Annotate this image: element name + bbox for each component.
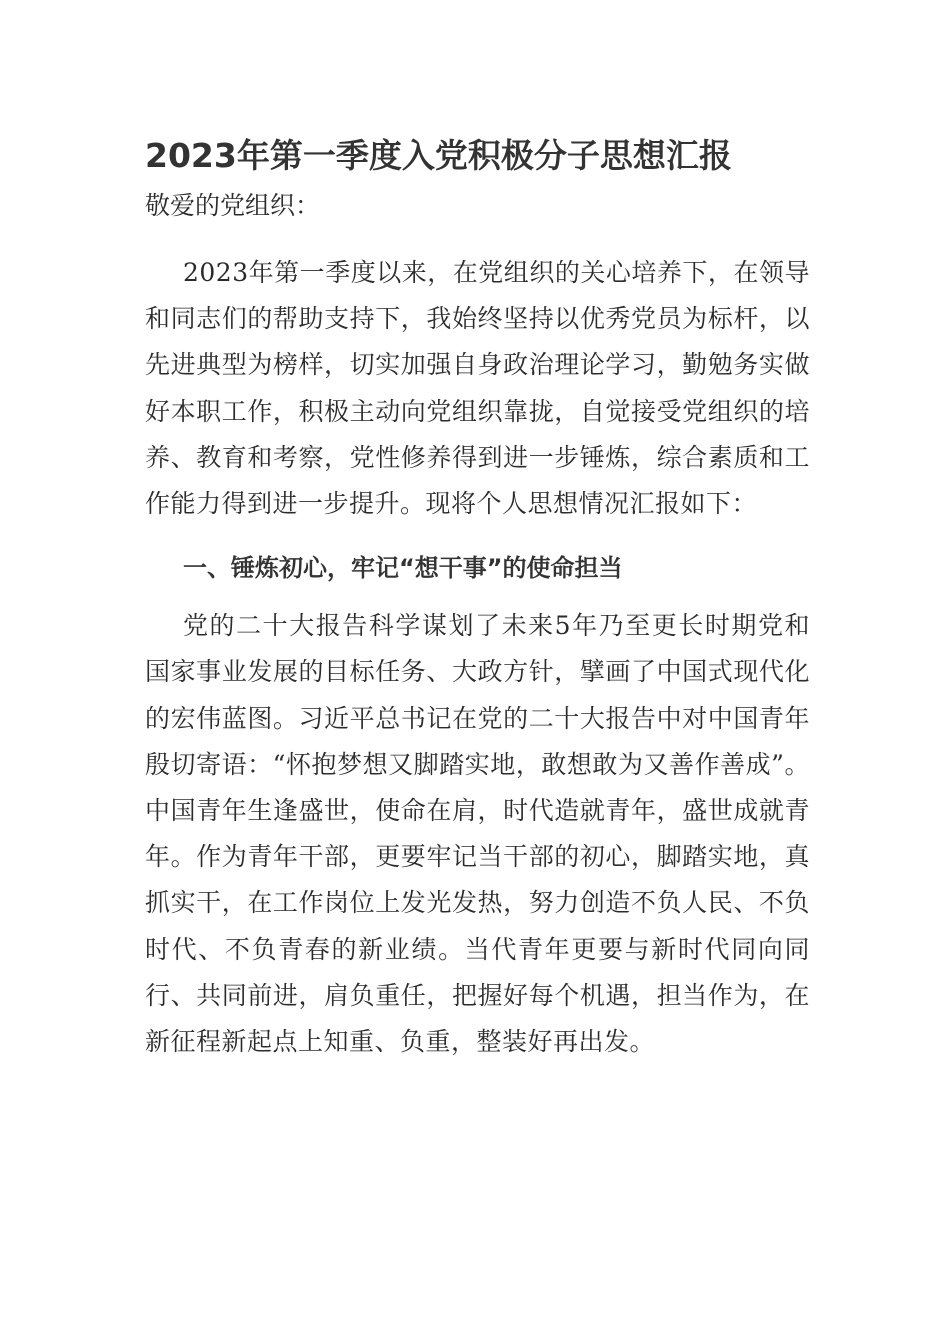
section-1-paragraph: 党的二十大报告科学谋划了未来5年乃至更长时期党和国家事业发展的目标任务、大政方针，擘画了中国式现代化的宏伟蓝图。习近平总书记在党的二十大报告中对中国青年殷切寄语：“怀抱梦想又脚踏实地，敢想敢为又善作善成”。中国青年生逢盛世，使命在肩，时代造就青年，盛世成就青年。作为青年干部，更要牢记当干部的初心，脚踏实地，真抓实干，在工作岗位上发光发热，努力创造不负人民、不负时代、不负青春的新业绩。当代青年更要与新时代同向同行、共同前进，肩负重任，把握好每个机遇，担当作为，在新征程新起点上知重、负重，整装好再出发。 <box>145 611 810 1057</box>
document-body <box>145 130 810 1065</box>
document-title: 2023年第一季度入党积极分子思想汇报 <box>145 136 732 175</box>
intro-paragraph: 2023年第一季度以来，在党组织的关心培养下，在领导和同志们的帮助支持下，我始终坚持以优秀党员为标杆，以先进典型为榜样，切实加强自身政治理论学习，勤勉务实做好本职工作，积极主动向党组织靠拢，自觉接受党组织的培养、教育和考察，党性修养得到进一步锤炼，综合素质和工作能力得到进一步提升。现将个人思想情况汇报如下： <box>145 258 810 519</box>
section-heading-1: 一、锤炼初心，牢记“想干事”的使命担当 <box>183 554 623 583</box>
salutation: 敬爱的党组织： <box>145 191 321 220</box>
